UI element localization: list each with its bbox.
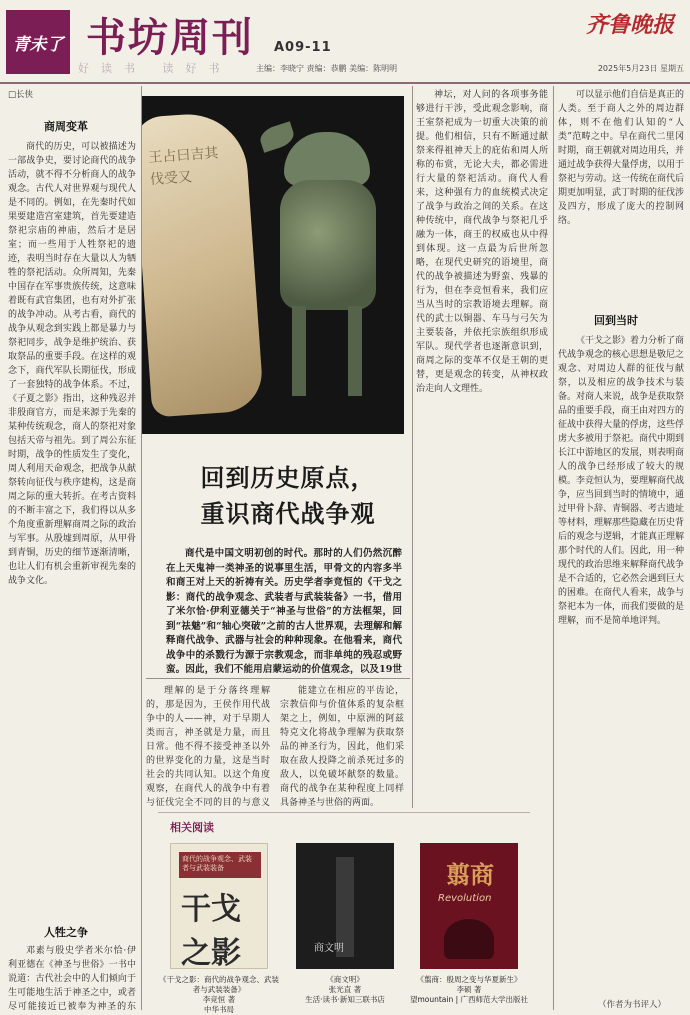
book-caption-publisher: 中华书局 <box>204 1005 234 1014</box>
right-column-2-text: 可以显示他们自信是真正的人类。至于商人之外的周边群体，则不在他们认知的“人类”范畴之中。早在商代二里冈时期，商王朝就对周边用兵，并通过战争获得大量俘虏，以用于祭祀与劳动。这一传统在商代后期更加明显，武丁时期的征伐涉及四方，形成了庞大的控制网络。 <box>558 90 684 226</box>
author-signoff: （作者为书评人） <box>598 1000 667 1010</box>
page-number: A09-11 <box>274 40 332 55</box>
middle-text-right: 能建立在相应的平齿论，宗教信仰与价值体系的复杂框架之上，例如，中原洲的阿兹特克文化将战争理解为获取祭品的神圣行为，因此，他们采取在敌人投降之前杀死过多的敌人，以免破坏献祭的数量。商代的战争在某种程度上同样具备神圣与世俗的两面。 <box>280 686 404 808</box>
right-column-2-text-2: 《干戈之影》着力分析了商代战争观念的核心思想是敬尼之观念、对周边人群的征伐与献祭，以及相应的战争技术与装备。对商人来说，战争是获取祭品的重要手段，商王由对四方的征战中获得大量的俘虏，这些俘虏大多被用于祭祀。商代中期到长江中游地区的发展，则表明商人的战争已经形成了较大的规模。李竞恒认为，要理解商代战争，应当回到当时的情境中，通过甲骨卜辞、青铜器、考古遗址等材料，理解那些隐藏在历史背后的观念与逻辑，才能真正理解那个时代的人们。因此，用一种现代的政治思维来解释商代战争是不合适的，它必然会遇到巨大的困难。在商代人看来，战争与祭祀本为一体，而我们要做的是理解，而不是简单地评判。 <box>558 336 684 626</box>
section-title-shang-zhou: 商周变革 <box>44 120 88 133</box>
column-divider <box>412 86 413 808</box>
bronze-leg <box>292 306 306 396</box>
book-caption-publisher: 望mountain | 广西师范大学出版社 <box>409 995 529 1004</box>
issue-date: 2025年5月23日 星期五 <box>597 63 684 73</box>
section-title-back-to-then: 回到当时 <box>594 314 638 327</box>
book-caption-author: 李竞恒 著 <box>202 995 236 1004</box>
section-title-human-sacrifice: 人牲之争 <box>44 926 88 939</box>
book-cover-title: 翦商 <box>446 860 494 889</box>
column-slogan: 好读书 读好书 <box>78 62 232 75</box>
masthead-info-bar <box>78 60 684 76</box>
book-cover-2 <box>296 843 394 969</box>
book-caption-title: 《商文明》 <box>326 975 364 984</box>
book-caption-title: 《干戈之影：商代的战争观念、武装者与武装装备》 <box>159 975 279 994</box>
masthead <box>0 0 690 92</box>
book-caption-author: 张光直 著 <box>328 985 362 994</box>
bronze-vessel-image <box>250 96 404 434</box>
bronze-body <box>280 180 376 310</box>
column-logo-text: 青未了 <box>12 34 64 55</box>
bronze-head <box>284 132 370 186</box>
book-caption-author: 李硕 著 <box>456 985 482 994</box>
column-logo <box>6 10 70 74</box>
book-cover-title: 干戈之影 <box>181 892 241 969</box>
lead-paragraph: 商代是中国文明初创的时代。那时的人们仍然沉醉在上天鬼神一类神圣的说事里生活，甲骨文的内容多半和商王对上天的祈祷有关。历史学者李竞恒的《干戈之影：商代的战争观念、武装者与武装装备》一书，借用了米尔恰·伊利亚德关于“神圣与世俗”的方法框架，回到“祛魅”和“轴心突破”之前的古人世界观，去理解和解释商代战争、武器与社会的种种现象。在他看来，商代战争中的杀戮行为源于宗教观念，而非单纯的残忍或野蛮。因此，我们不能用启蒙运动的价值观念，以及19世 <box>166 548 402 675</box>
lead-rule <box>146 678 410 679</box>
main-headline <box>168 460 408 532</box>
book-cover-subtitle: Revolution <box>438 893 492 904</box>
editorial-staff: 主编：李晓宁 责编：恭鹏 美编：陈明明 <box>256 63 398 73</box>
author-tag: □长侠 <box>8 90 34 100</box>
book-cover-1 <box>170 843 268 969</box>
bronze-leg <box>348 306 362 396</box>
masthead-rule <box>0 82 690 84</box>
related-reading-box <box>158 812 530 1012</box>
book-caption-2 <box>284 975 406 1005</box>
book-cover-title: 商文明 <box>314 943 344 954</box>
oracle-bone-inscription: 王占曰吉其伐受又 <box>147 145 219 189</box>
book-caption-publisher: 生活·读书·新知三联书店 <box>305 995 385 1004</box>
hero-illustration <box>142 96 404 434</box>
book-caption-3 <box>408 975 530 1005</box>
book-cover-subtitle: 商代的战争观念、武装者与武装装备 <box>179 852 261 878</box>
left-column-text-2: 邓素与殷史学者米尔恰·伊利亚德在《神圣与世俗》一书中说道：古代社会中的人们倾向于生可能地生活于神圣之中，或者尽可能接近已被奉为神圣的东 <box>8 946 136 1012</box>
book-caption-title: 《翦商：殷周之变与华夏新生》 <box>416 975 522 984</box>
book-cover-3 <box>420 843 518 969</box>
column-divider <box>553 86 554 1010</box>
headline-line-1: 回到历史原点， <box>200 463 376 492</box>
book-cover-art <box>444 919 494 959</box>
book-caption-1 <box>158 975 280 1015</box>
column-title: 书坊周刊 <box>86 14 254 61</box>
oracle-bone-image <box>142 110 264 417</box>
headline-line-2: 重识商代战争观 <box>200 499 376 528</box>
middle-text-left: 理解的是于分落终理解的，那是因为，王侯作用代战争中的人——神，对于早期人类而言，神圣就是力量，而且日常。他不得不接受神圣以外的世界变化的力量，这是当时社会的共同认知。以这个角度观察，在商代人的战争中有着与征伐完全不同的目的与意义 <box>146 686 270 808</box>
right-column-1-text: 神坛，对人问的各项事务能够进行干涉，受此观念影响，商王室祭祀成为一切重大决策的前提。他们相信，只有不断通过献祭来得祖神天上的庇佑和周人所称的布赏，无论大夫，都必需进行大量的祭祀活动。商代人看来，这种强有力的血统模式决定了战争与政治之间的关系。在这种传统中，商代战争与祭祀几乎融为一体，商王的权威也从中得到体现。这一点最为后世所忽略，在现代史研究的语境里，商代的战争被描述为野蛮、残暴的行为，但在李竞恒看来，我们应当从当时的宗教语境去理解。商代的武士以铜器、车马与弓矢为主要装备，并依托宗族组织形成军队。现代学者也逐渐意识到，商周之际的变革不仅是王朝的更替，更是观念的转变，从神权政治走向人文理性。 <box>416 90 548 394</box>
newspaper-name: 齐鲁晚报 <box>585 12 674 38</box>
left-column-text: 商代的历史，可以被描述为一部战争史，要讨论商代的战争活动，就不得不分析商人的战争观念。古代人对世界观与现代人是不同的。例如，在先秦时代如果要建造宫室建筑，首先要建造祭祀宗庙的神庙，然后才是居室；而一些用于人牲祭祀的遗迹，表明当时存在大量以人为牺牲的祭祀活动。众所周知，先秦中国存在军事贵族传统，这意味着既有武官集团，也有对外扩张的战争冲动。从考古看，商代的战争从观念到实践上都是暴力与祭祀同步，战争是维护统治、获取祭品的重要手段。在这样的观念下，商代军队长期征伐，形成了一套独特的战争体系。不过，《子夏之影》指出，这种残忍并非殷商官方，而是来源于先秦的某种传统观念，商人的祭祀对象包括天帝与祖先。到了周公东征时期，战争的性质发生了变化，周人利用天命观念，把战争从献祭转向征伐与秩序建构，这是商周之际的重大转折。在考古资料的不断丰富之下，我们得以从多个角度重新理解商周之际的政治与军事。从殷墟到周原，从甲骨到青铜，历史的细节逐渐清晰，也让人们有机会重新审视先秦的战争文化。 <box>8 142 136 586</box>
related-reading-label: 相关阅读 <box>170 821 214 834</box>
